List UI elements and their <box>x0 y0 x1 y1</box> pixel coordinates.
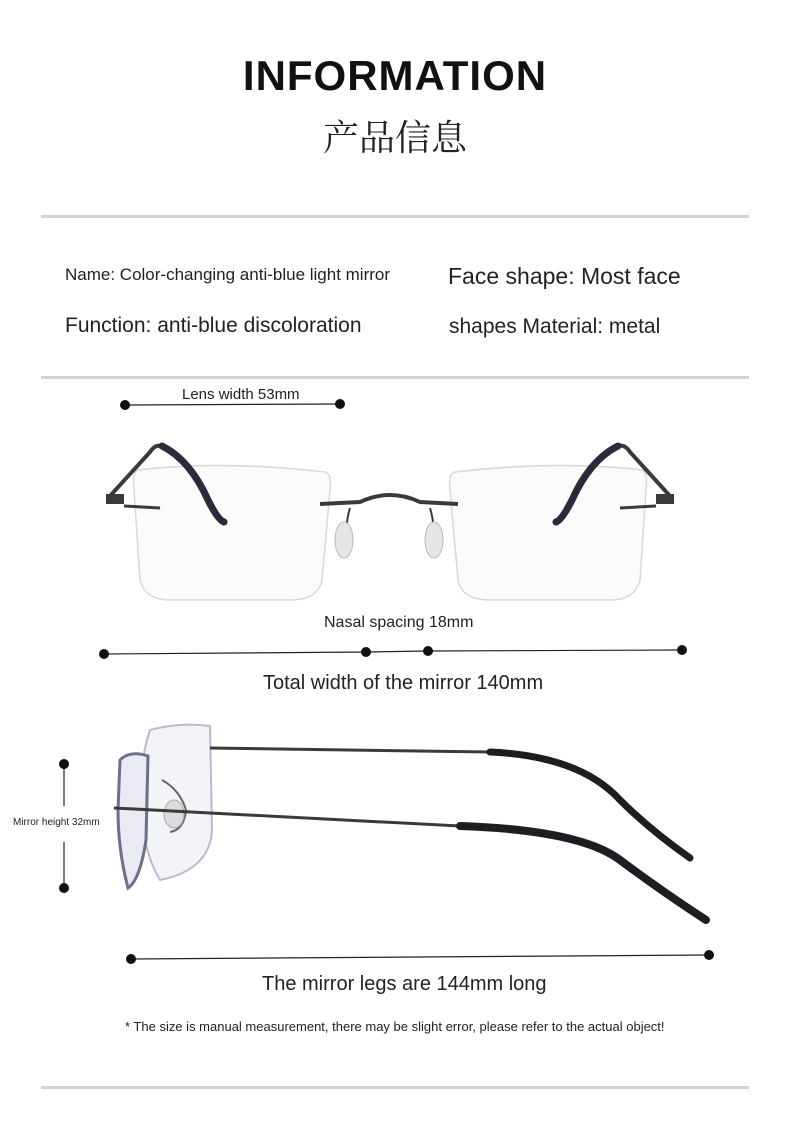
glasses-side-icon <box>100 720 720 940</box>
lens-width-label: Lens width 53mm <box>182 386 300 403</box>
spec-face-shape: Face shape: Most face <box>448 263 681 289</box>
spec-function: Function: anti-blue discoloration <box>65 314 362 337</box>
glasses-front-icon <box>100 430 680 610</box>
spec-material: shapes Material: metal <box>449 315 661 338</box>
divider-bottom <box>41 1086 749 1089</box>
leg-length-label: The mirror legs are 144mm long <box>262 973 547 995</box>
mirror-height-label: Mirror height 32mm <box>13 817 100 828</box>
total-width-label: Total width of the mirror 140mm <box>263 672 544 694</box>
nasal-spacing-label: Nasal spacing 18mm <box>324 614 474 631</box>
page-title: INFORMATION <box>242 52 548 99</box>
spec-name: Name: Color-changing anti-blue light mirror <box>65 265 391 284</box>
page-subtitle: 产品信息 <box>322 118 467 159</box>
measurement-note: * The size is manual measurement, there may be slight error, please refer to the actual object! <box>125 1019 665 1034</box>
